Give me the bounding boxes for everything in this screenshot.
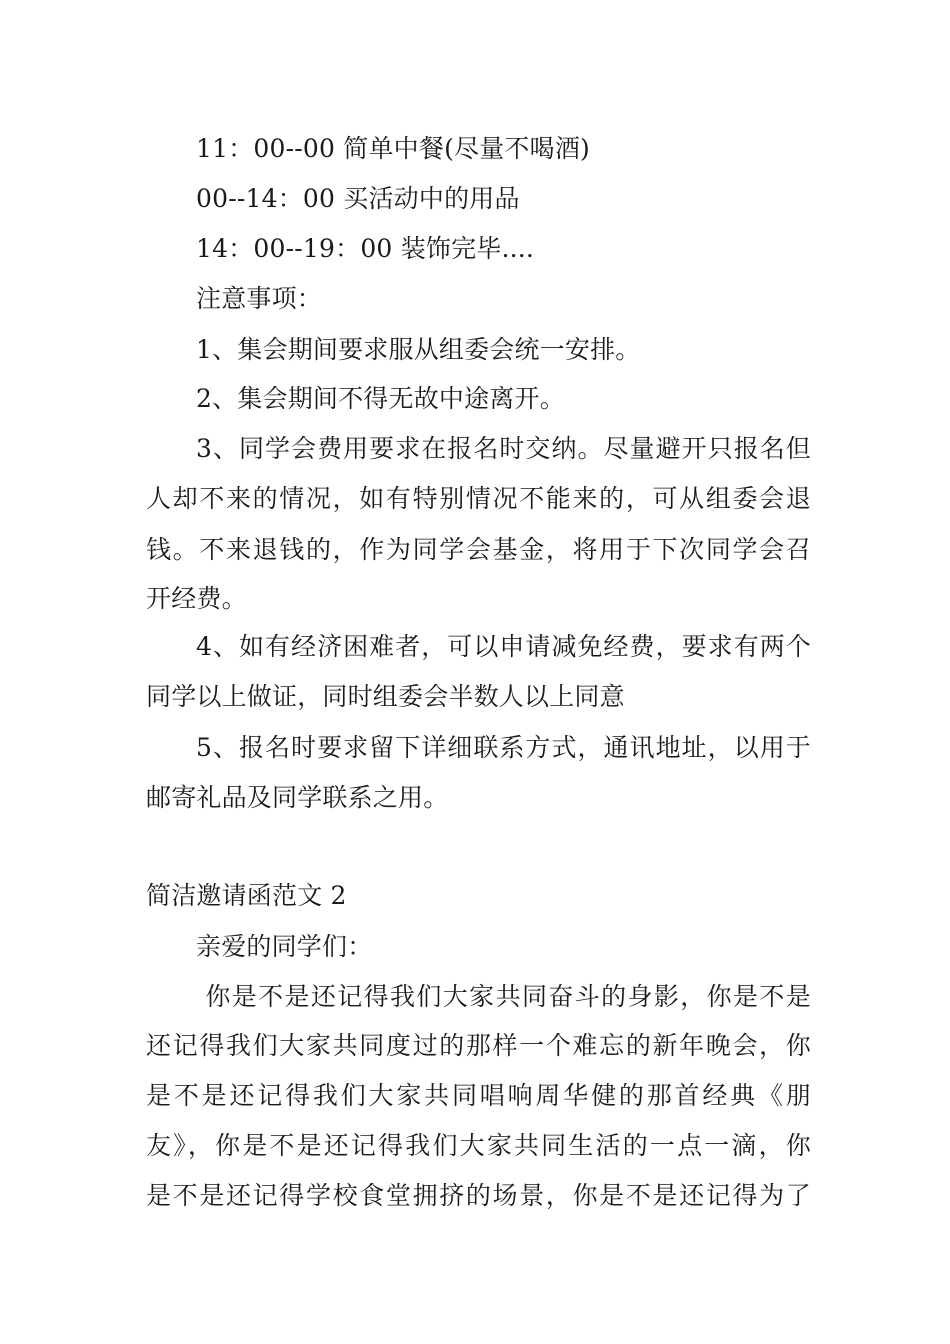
note-item-5-line-1: 5、报名时要求留下详细联系方式，通讯地址，以用于	[196, 733, 811, 762]
schedule-line-3: 14：00--19：00 装饰完毕....	[196, 234, 535, 263]
note-item-1: 1、集会期间要求服从组委会统一安排。	[196, 335, 641, 364]
schedule-line-1: 11：00--00 简单中餐(尽量不喝酒)	[196, 134, 590, 163]
note-item-3-line-2: 人却不来的情况，如有特别情况不能来的，可从组委会退	[146, 484, 811, 513]
note-item-4-line-1: 4、如有经济困难者，可以申请减免经费，要求有两个	[196, 632, 811, 661]
note-item-3-line-3: 钱。不来退钱的，作为同学会基金，将用于下次同学会召	[146, 535, 811, 564]
body-line-4: 友》，你是不是还记得我们大家共同生活的一点一滴，你	[146, 1131, 811, 1160]
note-item-5-line-2: 邮寄礼品及同学联系之用。	[146, 783, 449, 812]
notes-heading: 注意事项：	[196, 284, 323, 313]
body-line-1: 你是不是还记得我们大家共同奋斗的身影，你是不是	[196, 982, 811, 1011]
section-title: 简洁邀请函范文 2	[146, 881, 347, 910]
schedule-line-2: 00--14：00 买活动中的用品	[196, 184, 520, 213]
body-line-5: 是不是还记得学校食堂拥挤的场景，你是不是还记得为了	[146, 1181, 811, 1210]
body-line-2: 还记得我们大家共同度过的那样一个难忘的新年晚会，你	[146, 1031, 811, 1060]
greeting: 亲爱的同学们：	[196, 932, 373, 961]
note-item-2: 2、集会期间不得无故中途离开。	[196, 384, 565, 413]
note-item-3-line-1: 3、同学会费用要求在报名时交纳。尽量避开只报名但	[196, 434, 811, 463]
note-item-4-line-2: 同学以上做证，同时组委会半数人以上同意	[146, 682, 625, 711]
note-item-3-line-4: 开经费。	[146, 584, 247, 613]
body-line-3: 是不是还记得我们大家共同唱响周华健的那首经典《朋	[146, 1081, 811, 1110]
